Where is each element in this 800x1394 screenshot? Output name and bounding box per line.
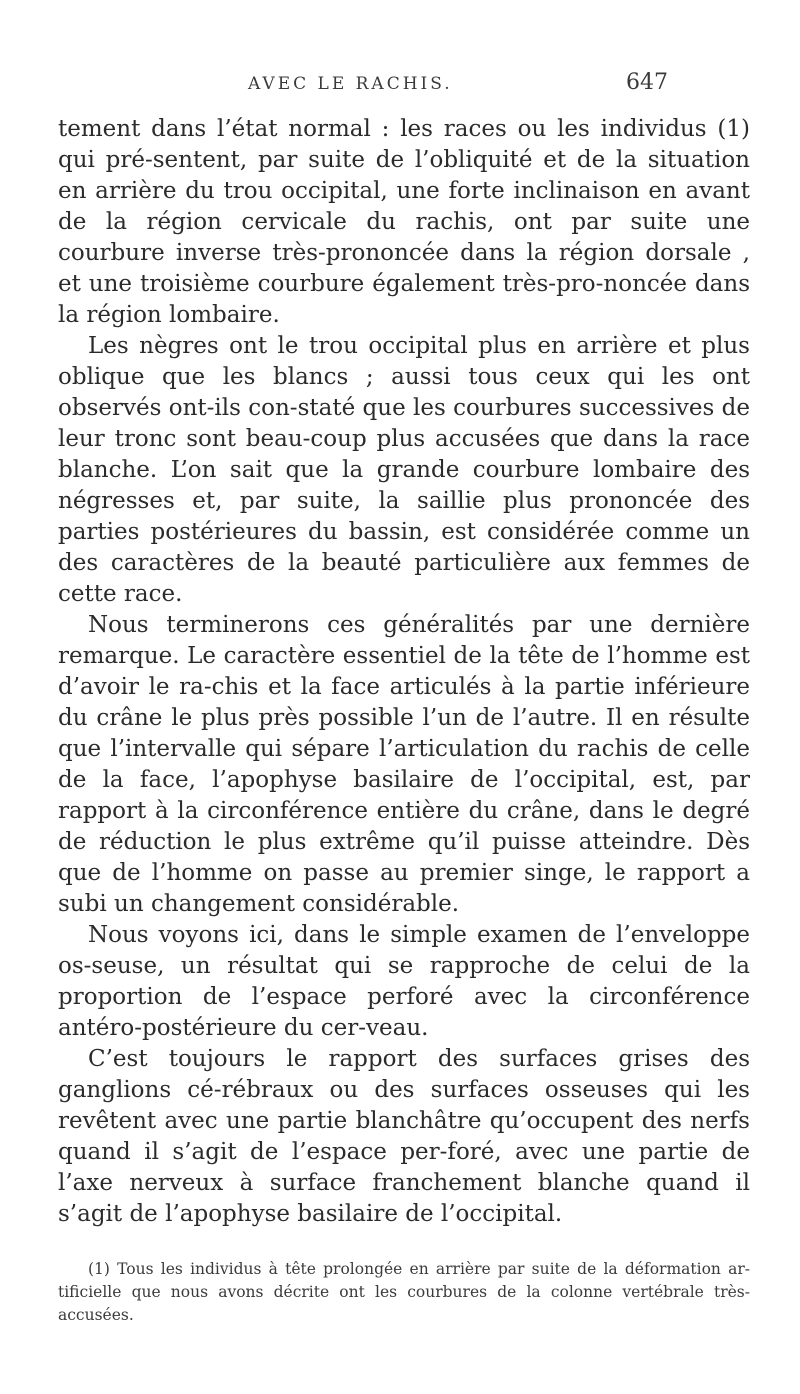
paragraph: C’est toujours le rapport des surfaces grises des ganglions cé-rébraux ou des surfaces osseuses qui les revêtent avec une partie blanchâtre qu’occupent des nerfs quand il s’agit de l’espace per-foré, avec une partie de l’axe nerveux à surface franchement blanche quand il s’agit de l’apophyse basilaire de l’occipital. bbox=[58, 1046, 750, 1227]
paragraph: Les nègres ont le trou occipital plus en arrière et plus oblique que les blancs ; aussi tous ceux qui les ont observés ont-ils con-staté que les courbures successives de leur tronc sont beau-coup plus accusées que dans la race blanche. L’on sait que la grande courbure lombaire des négresses et, par suite, la saillie plus prononcée des parties postérieures du bassin, est considérée comme un des caractères de la beauté particulière aux femmes de cette race. bbox=[58, 333, 750, 607]
page-number: 647 bbox=[626, 70, 668, 95]
running-title: AVEC LE RACHIS. bbox=[248, 74, 453, 94]
footnote-text: (1) Tous les individus à tête prolongée en arrière par suite de la déformation ar-tificielle que nous avons décrite ont les courbures de la colonne vertébrale très-accusées. bbox=[58, 1260, 750, 1324]
paragraph: Nous voyons ici, dans le simple examen de l’enveloppe os-seuse, un résultat qui se rapproche de celui de la proportion de l’espace perforé avec la circonférence antéro-postérieure du cer-veau. bbox=[58, 922, 750, 1041]
paragraph: Nous terminerons ces généralités par une dernière remarque. Le caractère essentiel de la tête de l’homme est d’avoir le ra-chis et la face articulés à la partie inférieure du crâne le plus près possible l’un de l’autre. Il en résulte que l’intervalle qui sépare l’articulation du rachis de celle de la face, l’apophyse basilaire de l’occipital, est, par rapport à la circonférence entière du crâne, dans le degré de réduction le plus extrême qu’il puisse atteindre. Dès que de l’homme on passe au premier singe, le rapport a subi un changement considérable. bbox=[58, 612, 750, 917]
main-text bbox=[58, 114, 750, 1230]
paragraph-continuation: tement dans l’état normal : les races ou les individus (1) qui pré-sentent, par suite de l’obliquité et de la situation en arrière du trou occipital, une forte inclinaison en avant de la région cervicale du rachis, ont par suite une courbure inverse très-prononcée dans la région dorsale , et une troisième courbure également très-pro-noncée dans la région lombaire. bbox=[58, 116, 750, 328]
page-header bbox=[248, 70, 668, 104]
footnote bbox=[58, 1258, 750, 1327]
